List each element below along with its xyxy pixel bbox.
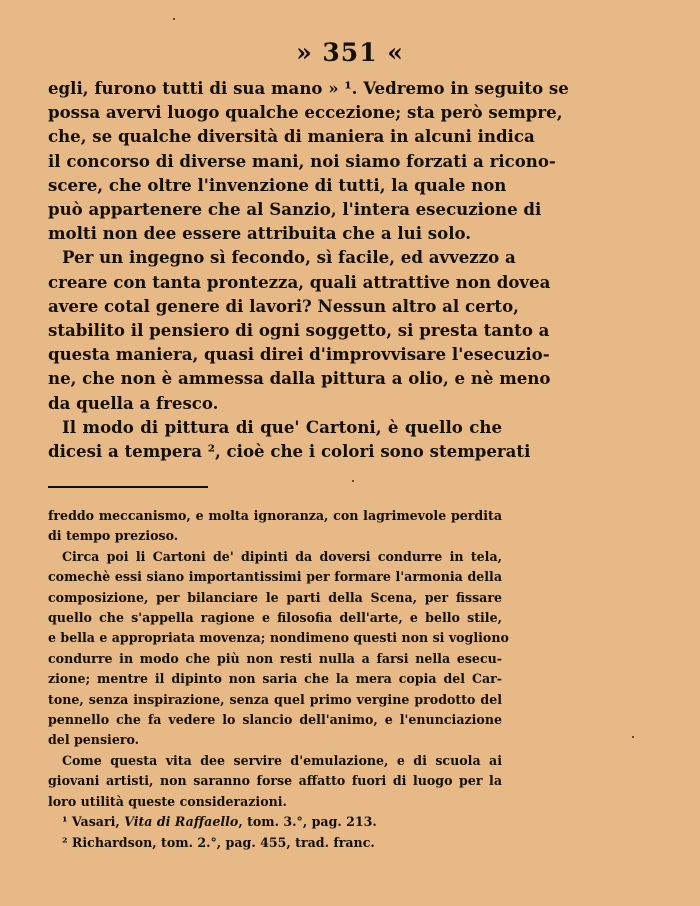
text-line: può appartenere che al Sanzio, l'intera esecuzione di <box>48 199 542 220</box>
footnote-marker: ² <box>62 834 68 850</box>
paper-speck <box>173 18 175 20</box>
note-line: Circa poi li Cartoni de' dipinti da doversi condurre in tela, <box>62 548 502 564</box>
note-line: loro utilità queste considerazioni. <box>48 793 287 809</box>
text-line: da quella a fresco. <box>48 392 219 413</box>
text-line: ne, che non è ammessa dalla pittura a olio, e nè meno <box>48 368 551 389</box>
text-line: questa maniera, quasi direi d'improvvisare l'esecuzio- <box>48 344 550 365</box>
footnote-reference: , tom. 3.°, pag. 213. <box>238 814 377 830</box>
text-line: avere cotal genere di lavori? Nessun altro al certo, <box>48 295 519 316</box>
footnote-2 <box>48 833 502 853</box>
note-line: zione; mentre il dipinto non saria che la mera copia del Car- <box>48 671 502 687</box>
text-line: stabilito il pensiero di ogni soggetto, si presta tanto a <box>48 320 550 341</box>
note-line: del pensiero. <box>48 732 140 748</box>
text-line: scere, che oltre l'invenzione di tutti, la quale non <box>48 174 507 195</box>
main-text <box>48 76 569 463</box>
footnote-divider <box>48 486 208 488</box>
paper-speck <box>352 480 354 482</box>
text-line: dicesi a tempera ², cioè che i colori sono stemperati <box>48 441 531 462</box>
text-line: il concorso di diverse mani, noi siamo forzati a ricono- <box>48 150 556 171</box>
text-line: molti non dee essere attribuita che a lui solo. <box>48 223 472 244</box>
paper-speck <box>632 736 634 738</box>
page-number: » 351 « <box>296 38 404 67</box>
text-line: che, se qualche diversità di maniera in alcuni indica <box>48 126 535 147</box>
note-line: Come questa vita dee servire d'emulazione, e di scuola ai <box>62 752 502 768</box>
footnote-author: Richardson, <box>71 834 157 850</box>
text-line: Per un ingegno sì fecondo, sì facile, ed avvezzo a <box>62 247 516 268</box>
footnote-author: Vasari, <box>71 814 120 830</box>
text-line: egli, furono tutti di sua mano » ¹. Vedremo in seguito se <box>48 78 569 98</box>
note-line: composizione, per bilanciare le parti della Scena, per fissare <box>48 589 502 605</box>
note-line: comechè essi siano importantissimi per formare l'armonia della <box>48 569 502 585</box>
note-line: freddo meccanismo, e molta ignoranza, con lagrimevole perdita <box>48 508 502 523</box>
footnote-title: Vita di Raffaello <box>124 814 239 830</box>
note-line: quello che s'appella ragione e filosofia dell'arte, e bello stile, <box>48 610 502 626</box>
note-line: di tempo prezioso. <box>48 528 179 544</box>
footnote-reference: tom. 2.°, pag. 455, trad. franc. <box>161 834 375 850</box>
text-line: creare con tanta prontezza, quali attrattive non dovea <box>48 271 551 292</box>
note-line: pennello che fa vedere lo slancio dell'animo, e l'enunciazione <box>48 712 502 728</box>
note-line: tone, senza inspirazione, senza quel primo vergine prodotto del <box>48 691 502 707</box>
footnote-marker: ¹ <box>62 814 68 830</box>
note-line: e bella e appropriata movenza; nondimeno questi non si vogliono <box>48 630 509 646</box>
note-line: condurre in modo che più non resti nulla a farsi nella esecu- <box>48 650 502 666</box>
notes-section <box>48 506 509 853</box>
note-line: giovani artisti, non saranno forse affatto fuori di luogo per la <box>48 773 502 789</box>
footnote-1 <box>48 812 502 832</box>
text-line: possa avervi luogo qualche eccezione; sta però sempre, <box>48 102 563 123</box>
text-line: Il modo di pittura di que' Cartoni, è quello che <box>62 416 502 437</box>
